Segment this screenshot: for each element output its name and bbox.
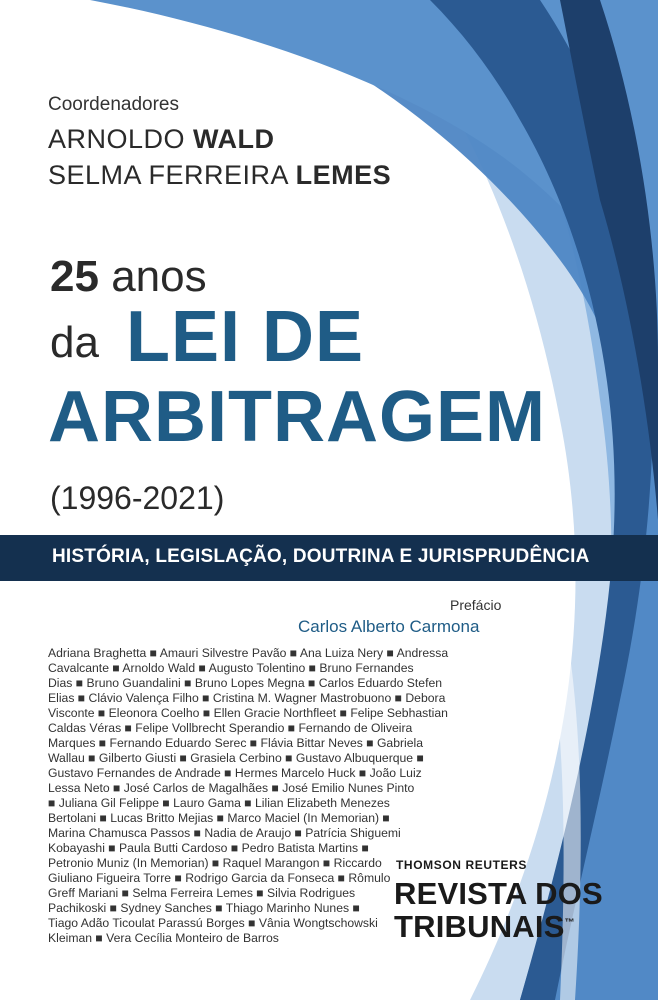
- title-arbitragem: ARBITRAGEM: [48, 377, 546, 457]
- author-line: Dias ■ Bruno Guandalini ■ Bruno Lopes Megna ■ Carlos Eduardo Stefen: [48, 676, 443, 690]
- author-line: Pachikoski ■ Sydney Sanches ■ Thiago Marinho Nunes ■: [48, 901, 360, 915]
- author-line: Bertolani ■ Lucas Britto Mejias ■ Marco Maciel (In Memorian) ■: [48, 811, 390, 825]
- editor-first-name: ARNOLDO: [48, 124, 186, 154]
- author-line: Gustavo Fernandes de Andrade ■ Hermes Marcelo Huck ■ João Luiz: [48, 766, 422, 780]
- title-line-anos: [50, 252, 207, 302]
- author-line: Greff Mariani ■ Selma Ferreira Lemes ■ Silvia Rodrigues: [48, 886, 356, 900]
- editor-last-name: LEMES: [295, 160, 392, 190]
- author-line: Kobayashi ■ Paula Butti Cardoso ■ Pedro Batista Martins ■: [48, 841, 369, 855]
- editor-first-name: SELMA FERREIRA: [48, 160, 288, 190]
- author-line: Kleiman ■ Vera Cecília Monteiro de Barros: [48, 931, 279, 945]
- author-line: Adriana Braghetta ■ Amauri Silvestre Pavão ■ Ana Luiza Nery ■ Andressa: [48, 646, 449, 660]
- author-line: Cavalcante ■ Arnoldo Wald ■ Augusto Tolentino ■ Bruno Fernandes: [48, 661, 414, 675]
- publisher-tribunais-text: TRIBUNAIS: [394, 909, 565, 944]
- trademark-symbol: ™: [564, 917, 575, 929]
- editor-name: [48, 124, 275, 155]
- publisher-thomson-reuters: THOMSON REUTERS: [396, 858, 528, 872]
- author-line: Visconte ■ Eleonora Coelho ■ Ellen Gracie Northfleet ■ Felipe Sebhastian: [48, 706, 448, 720]
- title-number: 25: [50, 252, 99, 301]
- author-line: Caldas Véras ■ Felipe Vollbrecht Sperandio ■ Fernando de Oliveira: [48, 721, 413, 735]
- coordinators-label: Coordenadores: [48, 94, 179, 115]
- author-line: Marques ■ Fernando Eduardo Serec ■ Flávia Bittar Neves ■ Gabriela: [48, 736, 424, 750]
- editor-last-name: WALD: [193, 124, 275, 154]
- authors-list: [48, 646, 449, 946]
- preface-label: Prefácio: [450, 597, 502, 613]
- subtitle-banner: [0, 535, 658, 581]
- preface-author: Carlos Alberto Carmona: [298, 617, 480, 636]
- author-line: Wallau ■ Gilberto Giusti ■ Grasiela Cerbino ■ Gustavo Albuquerque ■: [48, 751, 424, 765]
- editor-name: [48, 160, 391, 191]
- author-line: Lessa Neto ■ José Carlos de Magalhães ■ José Emilio Nunes Pinto: [48, 781, 415, 795]
- publisher-revista-dos: REVISTA DOS: [394, 876, 603, 911]
- title-word-da: da: [50, 318, 99, 367]
- author-line: Petronio Muniz (In Memorian) ■ Raquel Marangon ■ Riccardo: [48, 856, 382, 870]
- publisher-tribunais: [394, 909, 575, 945]
- author-line: Marina Chamusca Passos ■ Nadia de Araujo ■ Patrícia Shiguemi: [48, 826, 401, 840]
- author-line: Giuliano Figueira Torre ■ Rodrigo Garcia da Fonseca ■ Rômulo: [48, 871, 391, 885]
- author-line: Elias ■ Clávio Valença Filho ■ Cristina M. Wagner Mastrobuono ■ Debora: [48, 691, 446, 705]
- author-line: Tiago Adão Ticoulat Parassú Borges ■ Vânia Wongtschowski: [48, 916, 378, 930]
- title-lei-de: LEI DE: [126, 297, 365, 377]
- subtitle-text: HISTÓRIA, LEGISLAÇÃO, DOUTRINA E JURISPRUDÊNCIA: [52, 546, 590, 567]
- author-line: ■ Juliana Gil Felippe ■ Lauro Gama ■ Lilian Elizabeth Menezes: [48, 796, 390, 810]
- title-years: (1996-2021): [50, 480, 225, 516]
- title-word-anos: anos: [111, 252, 207, 301]
